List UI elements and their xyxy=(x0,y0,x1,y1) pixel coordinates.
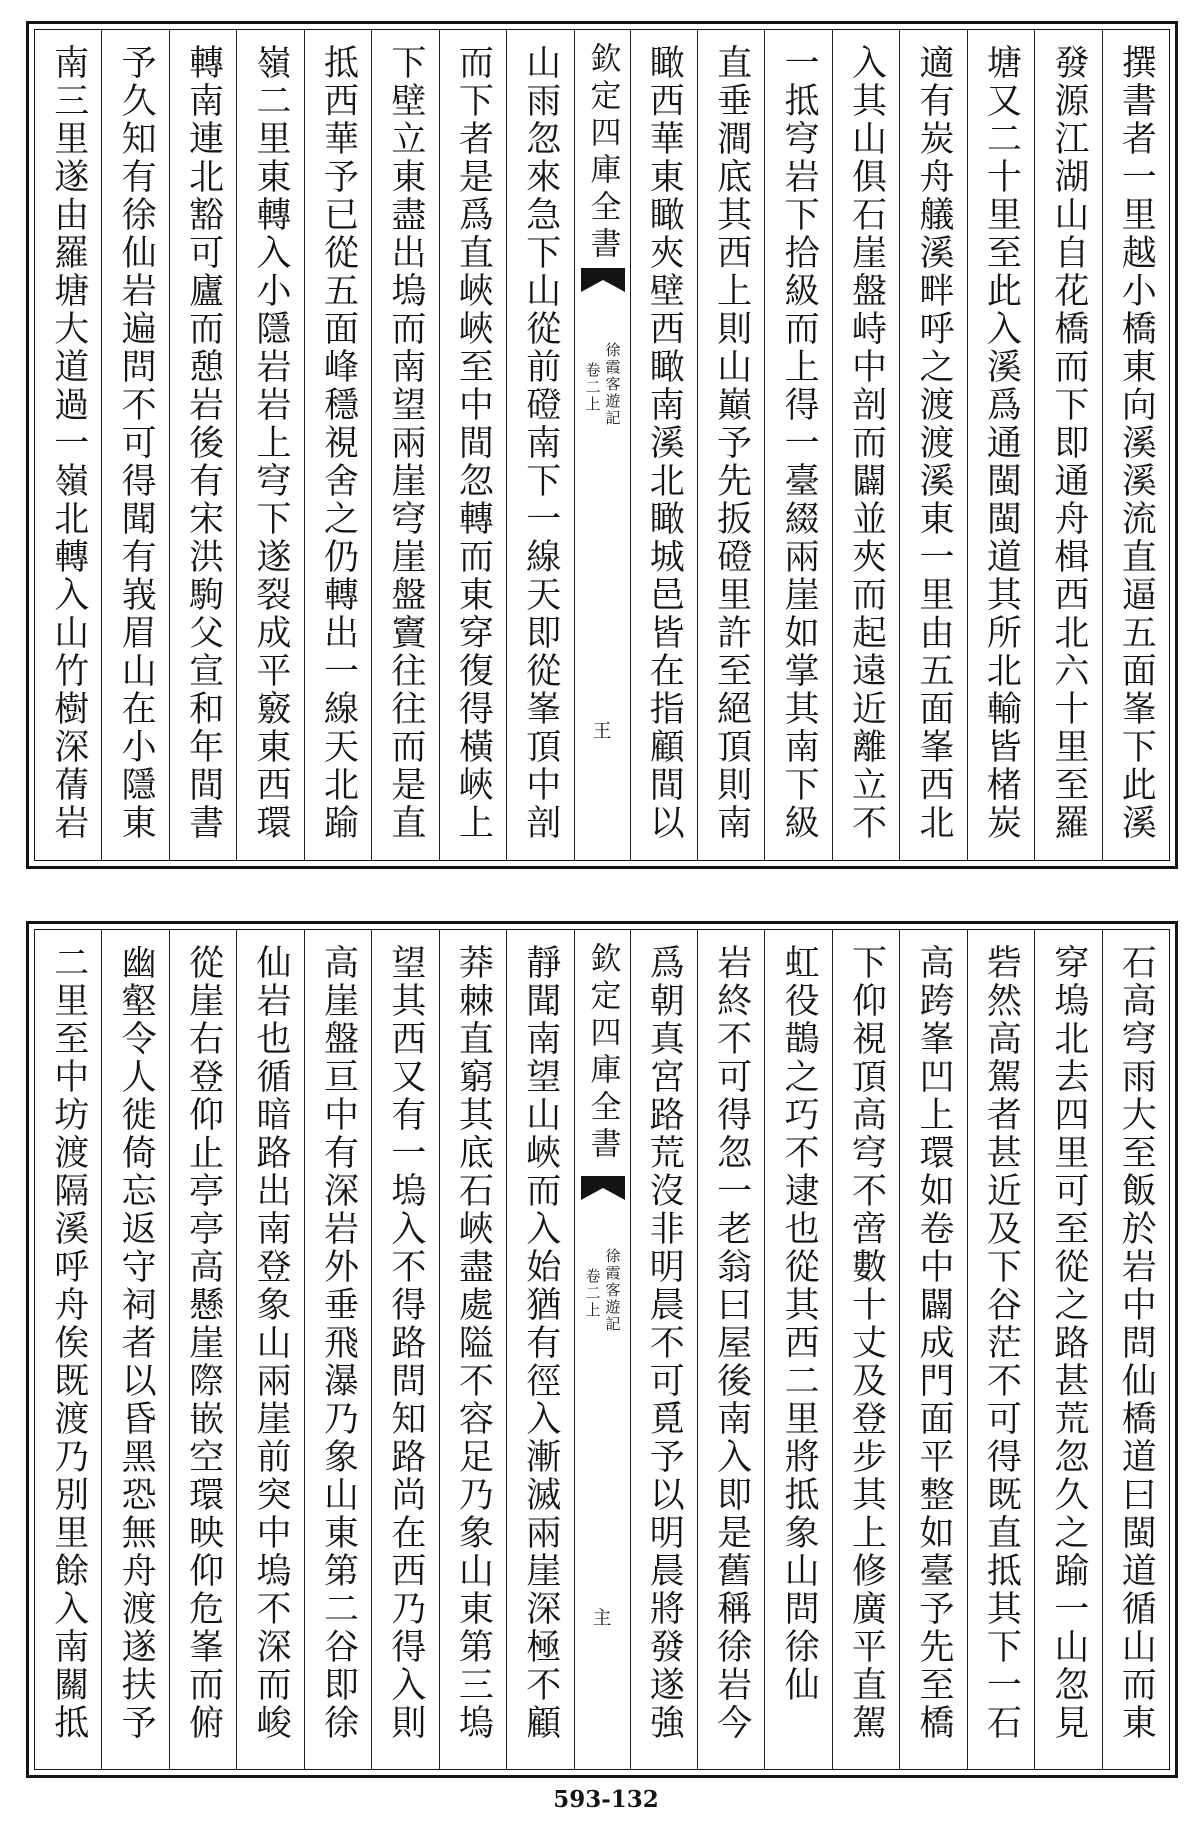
column-text: 靜聞南望山峽而入始猶有徑入漸滅兩崖深極不顧 xyxy=(520,944,561,1742)
column-text: 南三里遂由羅塘大道過一嶺北轉入山竹樹深蒨岩 xyxy=(48,44,89,842)
text-column xyxy=(506,30,573,860)
text-column xyxy=(967,930,1034,1769)
column-text: 下仰視頂高穹不啻數十丈及登步其上修廣平直駕 xyxy=(846,944,887,1742)
text-column xyxy=(101,930,168,1769)
book-title: 徐霞客遊記 xyxy=(603,1248,622,1333)
column-text: 撰書者一里越小橋東向溪溪流直逼五面峯下此溪 xyxy=(1116,44,1157,842)
column-text: 穿塢北去四里可至從之路甚荒忽久之踰一山忽見 xyxy=(1048,944,1089,1742)
leaf-frame xyxy=(34,929,1170,1770)
text-column xyxy=(439,30,506,860)
column-text: 適有炭舟艤溪畔呼之渡渡溪東一里由五面峯西北 xyxy=(913,44,954,842)
column-text: 高崖盤亘中有深岩外垂飛瀑乃象山東第二谷即徐 xyxy=(318,944,359,1742)
leaf-number: 王 xyxy=(592,720,612,742)
page-catalog-number: 593-132 xyxy=(553,1786,659,1813)
leaf-frame xyxy=(34,29,1170,861)
column-text: 爲朝真宮路荒沒非明晨不可覓予以明晨將發遂強 xyxy=(644,944,685,1742)
text-column xyxy=(764,930,831,1769)
text-column xyxy=(832,30,899,860)
text-column xyxy=(169,30,236,860)
text-column xyxy=(35,30,101,860)
text-column xyxy=(304,30,371,860)
column-text: 予久知有徐仙岩遍問不可得聞有峩眉山在小隱東 xyxy=(116,44,157,842)
text-column xyxy=(101,30,168,860)
page-center-column xyxy=(574,30,630,860)
column-text: 從崖右登仰止亭亭高懸崖際嵌空環映仰危峯而俯 xyxy=(183,944,224,1742)
column-text: 幽壑令人徙倚忘返守祠者以昏黑恐無舟渡遂扶予 xyxy=(116,944,157,1742)
text-column xyxy=(1102,930,1169,1769)
text-column xyxy=(371,930,438,1769)
column-text: 抵西華予已從五面峰穩視舍之仍轉出一線天北踰 xyxy=(318,44,359,842)
collection-title: 欽定四庫全書 xyxy=(584,42,621,264)
volume-label: 卷二上 xyxy=(583,362,602,413)
column-text: 石高穹雨大至飯於岩中問仙橋道曰閩道循山而東 xyxy=(1116,944,1157,1742)
text-column xyxy=(35,930,101,1769)
text-column xyxy=(236,930,303,1769)
column-text: 二里至中坊渡隔溪呼舟俟既渡乃別里餘入南關抵 xyxy=(48,944,89,1742)
text-column xyxy=(697,30,764,860)
text-column xyxy=(1102,30,1169,860)
column-text: 一抵穹岩下拾級而上得一臺綴兩崖如掌其南下級 xyxy=(779,44,820,842)
text-column xyxy=(967,30,1034,860)
text-column xyxy=(1034,30,1101,860)
text-column xyxy=(630,930,697,1769)
column-text: 莽棘直窮其底石峽盡處隘不容足乃象山東第三塢 xyxy=(453,944,494,1742)
text-column xyxy=(1034,930,1101,1769)
column-text: 而下者是爲直峽峽至中間忽轉而東穿復得橫峽上 xyxy=(453,44,494,842)
text-column xyxy=(832,930,899,1769)
column-text: 入其山俱石崖盤峙中剖而闢並夾而起遠近離立不 xyxy=(846,44,887,842)
text-column xyxy=(169,930,236,1769)
page-leaf-bottom xyxy=(26,921,1178,1778)
text-column xyxy=(899,30,966,860)
column-text: 瞰西華東瞰夾壁西瞰南溪北瞰城邑皆在指顧間以 xyxy=(644,44,685,842)
column-text: 直垂澗底其西上則山巔予先扳磴里許至絕頂則南 xyxy=(711,44,752,842)
column-text: 望其西又有一塢入不得路問知路尚在西乃得入則 xyxy=(385,944,426,1742)
book-info xyxy=(575,1248,630,1333)
fish-tail-icon xyxy=(581,1176,625,1200)
column-text: 虹役鵲之巧不逮也從其西二里將抵象山問徐仙 xyxy=(779,944,820,1704)
text-column xyxy=(439,930,506,1769)
column-text: 砦然高駕者甚近及下谷茫不可得既直抵其下一石 xyxy=(981,944,1022,1742)
book-info xyxy=(575,342,630,427)
text-column xyxy=(697,930,764,1769)
volume-label: 卷二上 xyxy=(583,1268,602,1319)
column-text: 仙岩也循暗路出南登象山兩崖前突中塢不深而峻 xyxy=(251,944,292,1742)
page-center-column xyxy=(574,930,630,1769)
book-title: 徐霞客遊記 xyxy=(603,342,622,427)
column-text: 發源江湖山自花橋而下即通舟楫西北六十里至羅 xyxy=(1048,44,1089,842)
text-column xyxy=(304,930,371,1769)
text-column xyxy=(630,30,697,860)
column-text: 岩終不可得忽一老翁曰屋後南入即是舊稱徐岩今 xyxy=(711,944,752,1742)
column-text: 嶺二里東轉入小隱岩岩上穹下遂裂成平竅東西環 xyxy=(251,44,292,842)
column-text: 高跨峯凹上環如卷中闢成門面平整如臺予先至橋 xyxy=(913,944,954,1742)
text-column xyxy=(236,30,303,860)
text-column xyxy=(506,930,573,1769)
collection-title: 欽定四庫全書 xyxy=(584,942,621,1164)
fish-tail-icon xyxy=(581,268,625,292)
leaf-number: 主 xyxy=(592,1607,612,1629)
column-text: 塘又二十里至此入溪爲通閩閩道其所北輸皆楮炭 xyxy=(981,44,1022,842)
page-leaf-top xyxy=(26,21,1178,869)
column-text: 下壁立東盡出塢而南望兩崖穹崖盤竇往往而是直 xyxy=(385,44,426,842)
column-text: 轉南連北豁可廬而憩岩後有宋洪駒父宣和年間書 xyxy=(183,44,224,842)
text-column xyxy=(371,30,438,860)
text-column xyxy=(899,930,966,1769)
column-text: 山雨忽來急下山從前磴南下一線天即從峯頂中剖 xyxy=(520,44,561,842)
text-column xyxy=(764,30,831,860)
